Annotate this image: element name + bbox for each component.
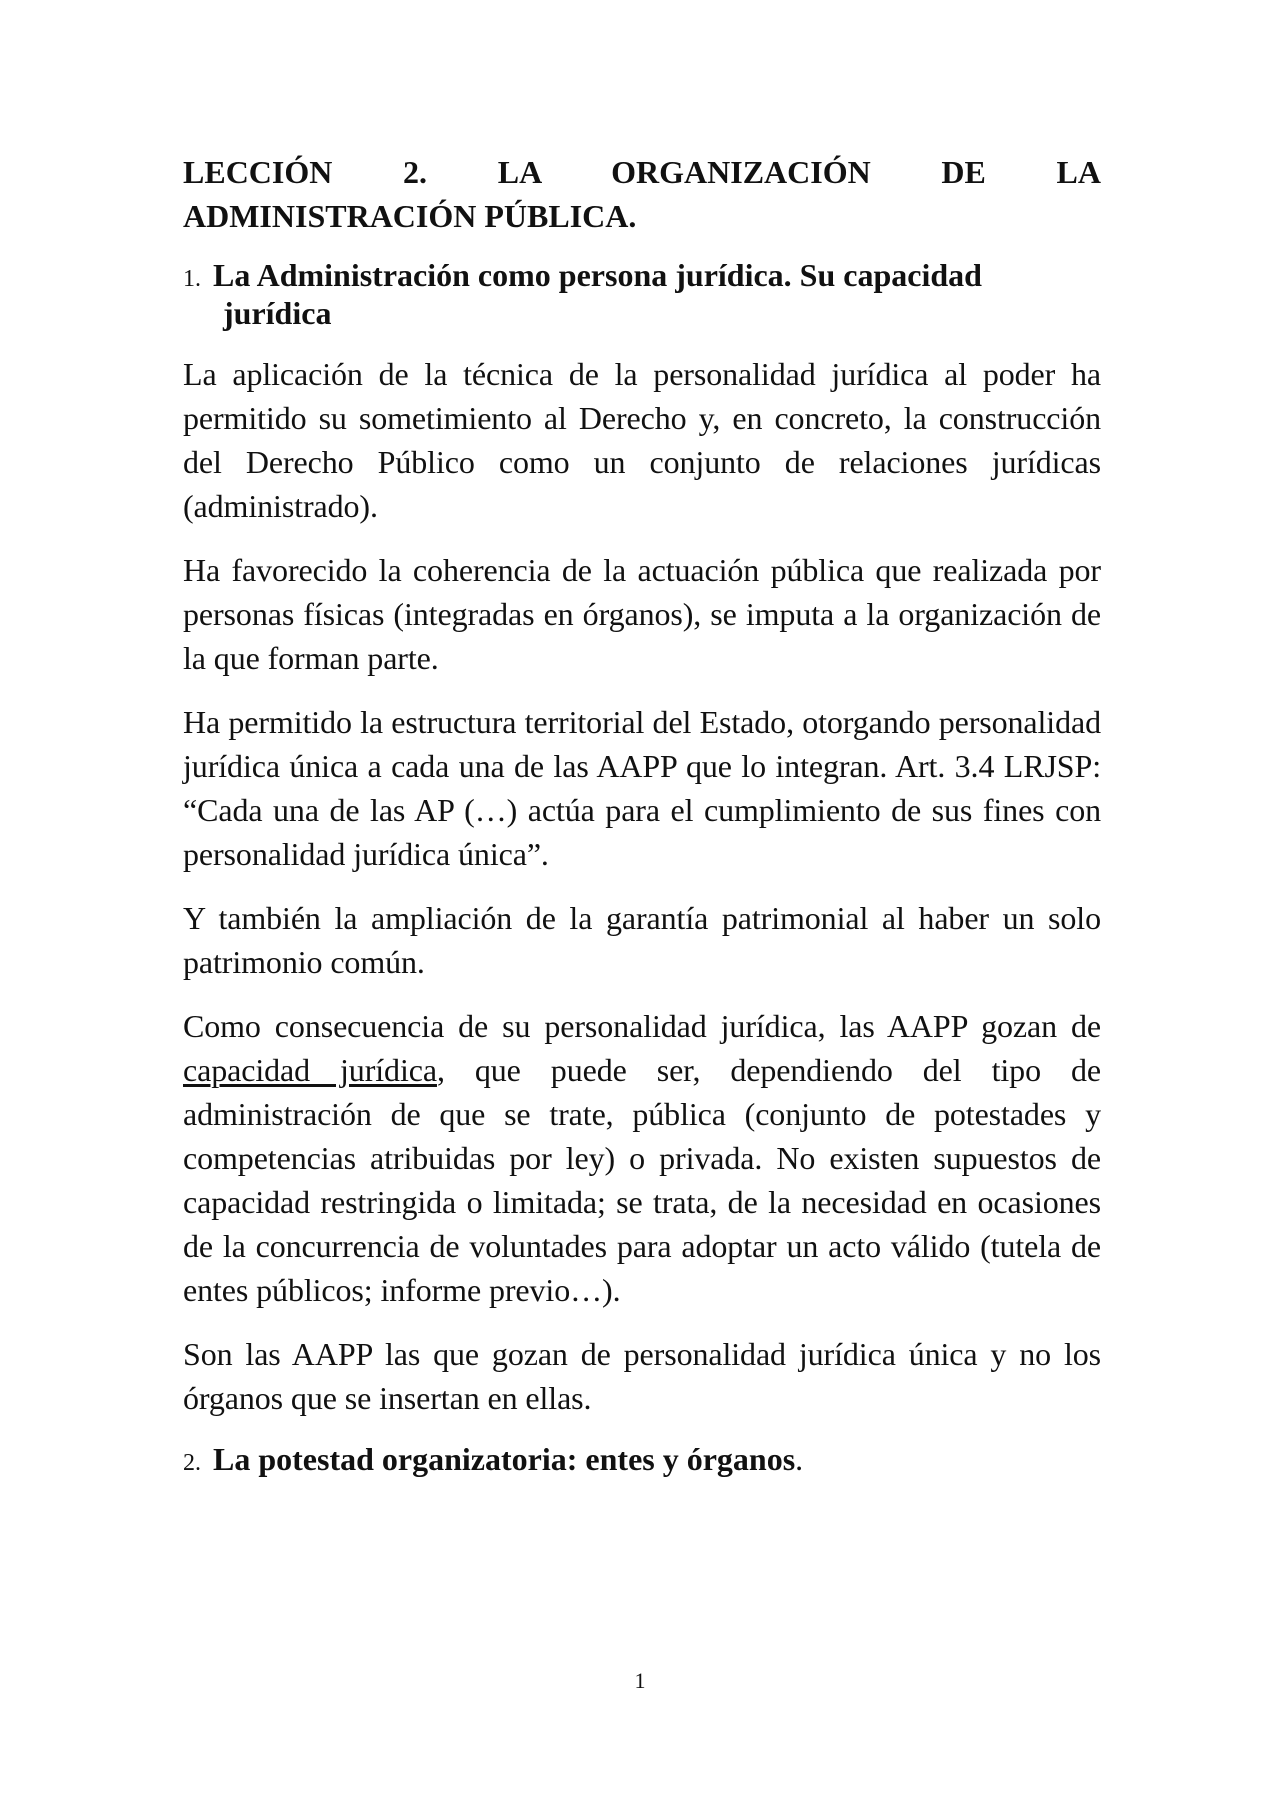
section-1-title-part-1: La Administración como persona jurídica. Su capacidad	[213, 257, 982, 293]
paragraph-3: Ha permitido la estructura territorial del Estado, otorgando personalidad jurídica única a cada una de las AAPP que lo integran. Art. 3.4 LRJSP: “Cada una de las AP (…) actúa para el cumplimiento de sus fines con personalidad jurídica única”.	[183, 704, 1101, 872]
section-1-title	[213, 256, 1101, 332]
paragraph-5-start: Como consecuencia de su personalidad jurídica, las AAPP gozan de	[183, 1008, 1101, 1044]
lesson-title-line-1: LECCIÓN 2. LA ORGANIZACIÓN DE LA	[183, 154, 1101, 190]
paragraph-5	[183, 1004, 1101, 1312]
section-1-heading	[183, 256, 1101, 332]
section-2-trailing-period: .	[795, 1441, 804, 1477]
section-2-title	[213, 1440, 1101, 1478]
section-1-number: 1.	[183, 266, 201, 292]
section-2-title-text: La potestad organizatoria: entes y órganos	[213, 1441, 796, 1477]
lesson-title	[183, 150, 1101, 238]
capacidad-juridica-underlined: capacidad jurídica	[183, 1052, 437, 1088]
paragraph-4: Y también la ampliación de la garantía patrimonial al haber un solo patrimonio común.	[183, 900, 1101, 980]
section-1-title-part-2: jurídica	[223, 295, 332, 331]
lesson-title-line-2: ADMINISTRACIÓN PÚBLICA.	[183, 198, 637, 234]
paragraph-1: La aplicación de la técnica de la personalidad jurídica al poder ha permitido su sometimiento al Derecho y, en concreto, la construcción del Derecho Público como un conjunto de relaciones jurídicas (administrado).	[183, 356, 1101, 524]
paragraph-5-end: , que puede ser, dependiendo del tipo de administración de que se trate, pública (conjunto de potestades y competencias atribuidas por ley) o privada. No existen supuestos de capacidad restringida o limitada; se trata, de la necesidad en ocasiones de la concurrencia de voluntades para adoptar un acto válido (tutela de entes públicos; informe previo…).	[183, 1052, 1101, 1308]
paragraph-2: Ha favorecido la coherencia de la actuación pública que realizada por personas físicas (integradas en órganos), se imputa a la organización de la que forman parte.	[183, 552, 1101, 676]
paragraph-6: Son las AAPP las que gozan de personalidad jurídica única y no los órganos que se insertan en ellas.	[183, 1336, 1101, 1416]
section-2-number: 2.	[183, 1450, 201, 1476]
section-2-heading	[183, 1440, 1101, 1478]
page-number: 1	[634, 1668, 646, 1693]
page-content	[183, 150, 1101, 1498]
